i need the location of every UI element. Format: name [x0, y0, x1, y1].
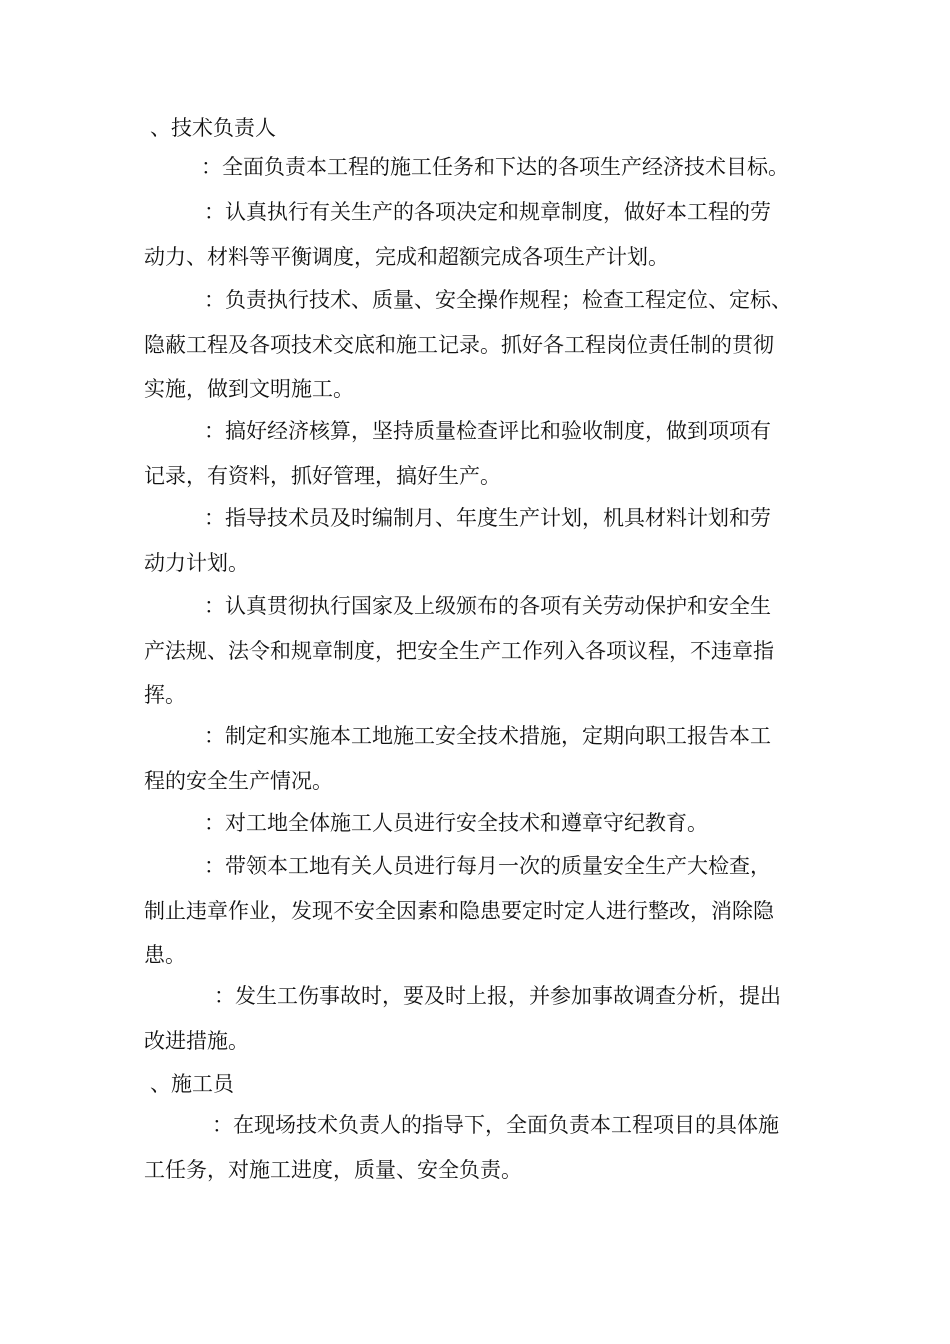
paragraph-line: 实施，做到文明施工。 [144, 377, 354, 402]
paragraph-line: ：认真执行有关生产的各项决定和规章制度，做好本工程的劳 [204, 200, 771, 224]
paragraph-line: 制止违章作业，发现不安全因素和隐患要定时定人进行整改，消除隐 [144, 898, 774, 923]
section-heading-construction-worker: 、施工员 [150, 1072, 234, 1096]
paragraph-line: ：制定和实施本工地施工安全技术措施，定期向职工报告本工 [204, 724, 771, 748]
paragraph-line: ：全面负责本工程的施工任务和下达的各项生产经济技术目标。 [201, 155, 789, 179]
duty-item [144, 714, 812, 803]
duty-item [144, 844, 812, 978]
paragraph-line: 记录，有资料，抓好管理，搞好生产。 [144, 463, 501, 488]
paragraph-line: ：负责执行技术、质量、安全操作规程；检查工程定位、定标、 [204, 288, 792, 312]
duty-item [144, 974, 812, 1063]
paragraph-line: 患。 [144, 943, 186, 968]
paragraph-line: ：发生工伤事故时，要及时上报，并参加事故调查分析，提出 [214, 984, 781, 1008]
duty-item [144, 584, 812, 718]
paragraph-line: 程的安全生产情况。 [144, 768, 333, 793]
paragraph-line: 改进措施。 [144, 1028, 249, 1053]
paragraph-line: 动力、材料等平衡调度，完成和超额完成各项生产计划。 [144, 244, 669, 269]
section-heading-tech-lead: 、技术负责人 [150, 116, 276, 140]
paragraph-line: 挥。 [144, 683, 186, 708]
paragraph-line: 工任务，对施工进度，质量、安全负责。 [144, 1157, 522, 1182]
paragraph-line: ：认真贯彻执行国家及上级颁布的各项有关劳动保护和安全生 [204, 594, 771, 618]
paragraph-line: ：对工地全体施工人员进行安全技术和遵章守纪教育。 [204, 811, 708, 835]
duty-item [144, 409, 812, 498]
duty-item [144, 1103, 812, 1192]
paragraph-line: ：带领本工地有关人员进行每月一次的质量安全生产大检查， [204, 854, 771, 878]
paragraph-line: ：搞好经济核算，坚持质量检查评比和验收制度，做到项项有 [204, 419, 771, 443]
duty-item [144, 145, 812, 190]
paragraph-line: ：在现场技术负责人的指导下，全面负责本工程项目的具体施 [212, 1113, 779, 1137]
paragraph-line: 隐蔽工程及各项技术交底和施工记录。抓好各工程岗位责任制的贯彻 [144, 332, 774, 357]
duty-item [144, 496, 812, 585]
paragraph-line: ：指导技术员及时编制月、年度生产计划，机具材料计划和劳 [204, 506, 771, 530]
paragraph-line: 产法规、法令和规章制度，把安全生产工作列入各项议程，不违章指 [144, 638, 774, 663]
duty-item [144, 278, 812, 412]
duty-item [144, 190, 812, 279]
duty-item [144, 801, 812, 846]
paragraph-line: 动力计划。 [144, 550, 249, 575]
